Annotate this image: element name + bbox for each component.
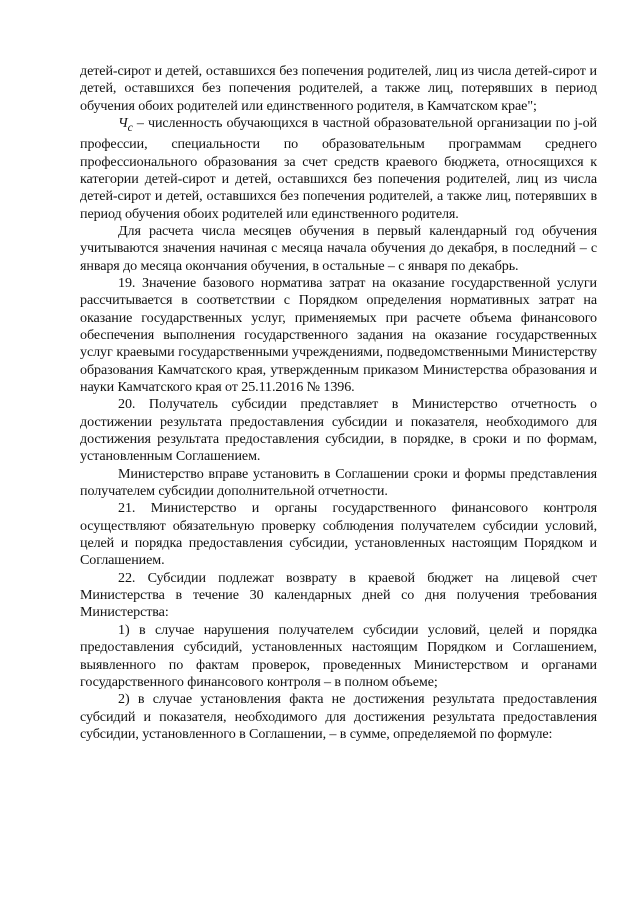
variable-definition-text: – численность обучающихся в частной образовательной организации по j-ой профессии, специальности по образовательным программам среднего профессионального образования за счет средств краевого бюджета, относящихся к категории детей-сирот и детей, оставшихся без попечения родителей, лиц из числа детей-сирот и детей, оставшихся без попечения родителей, а также лиц, потерявших в период обучения обоих родителей или единственного родителя.: [80, 115, 597, 222]
paragraph-22-item-2: 2) в случае установления факта не достижения результата предоставления субсидий и показателя, необходимого для достижения результата предоставления субсидии, установленного в Соглашении, – в сумме, определяемой по формуле:: [80, 691, 597, 742]
paragraph-variable-definition: [80, 115, 597, 223]
paragraph-months-calculation: Для расчета числа месяцев обучения в первый календарный год обучения учитываются значения начиная с месяца начала обучения до декабря, в последний – с января до месяца окончания обучения, в остальные – с января по декабрь.: [80, 222, 597, 274]
paragraph-20: 20. Получатель субсидии представляет в Министерство отчетность о достижении результата предоставления субсидии и показателя, необходимого для достижения результата предоставления субсидии, в порядке, в сроки и по формам, установленным Соглашением.: [80, 396, 597, 465]
variable-symbol: $Ч_с$: [118, 115, 133, 134]
variable-subscript: с: [127, 120, 133, 134]
paragraph-22: 22. Субсидии подлежат возврату в краевой бюджет на лицевой счет Министерства в течение 30 календарных дней со дня получения требования Министерства:: [80, 569, 597, 621]
paragraph-21: 21. Министерство и органы государственного финансового контроля осуществляют обязательную проверку соблюдения получателем субсидии условий, целей и порядка предоставления субсидии, установленных настоящим Порядком и Соглашением.: [80, 500, 597, 569]
paragraph-continuation: детей-сирот и детей, оставшихся без попечения родителей, лиц из числа детей-сирот и детей, оставшихся без попечения родителей, а также лиц, потерявших в период обучения обоих родителей или единственного родителя, в Камчатском крае";: [80, 63, 597, 114]
paragraph-22-item-1: 1) в случае нарушения получателем субсидии условий, целей и порядка предоставления субсидий, установленных настоящим Порядком и Соглашением, выявленного по фактам проверок, проведенных Министерством и органами государственного финансового контроля – в полном объеме;: [80, 621, 597, 690]
paragraph-20-additional: Министерство вправе установить в Соглашении сроки и формы представления получателем субсидии дополнительной отчетности.: [80, 465, 597, 500]
document-body: [80, 63, 597, 743]
paragraph-19: 19. Значение базового норматива затрат на оказание государственной услуги рассчитывается в соответствии с Порядком определения нормативных затрат на оказание государственных услуг, применяемых при расчете объема финансового обеспечения выполнения государственного задания на оказание государственных услуг краевыми государственными учреждениями, подведомственными Министерству образования Камчатского края, утвержденным приказом Министерства образования и науки Камчатского края от 25.11.2016 № 1396.: [80, 274, 597, 395]
